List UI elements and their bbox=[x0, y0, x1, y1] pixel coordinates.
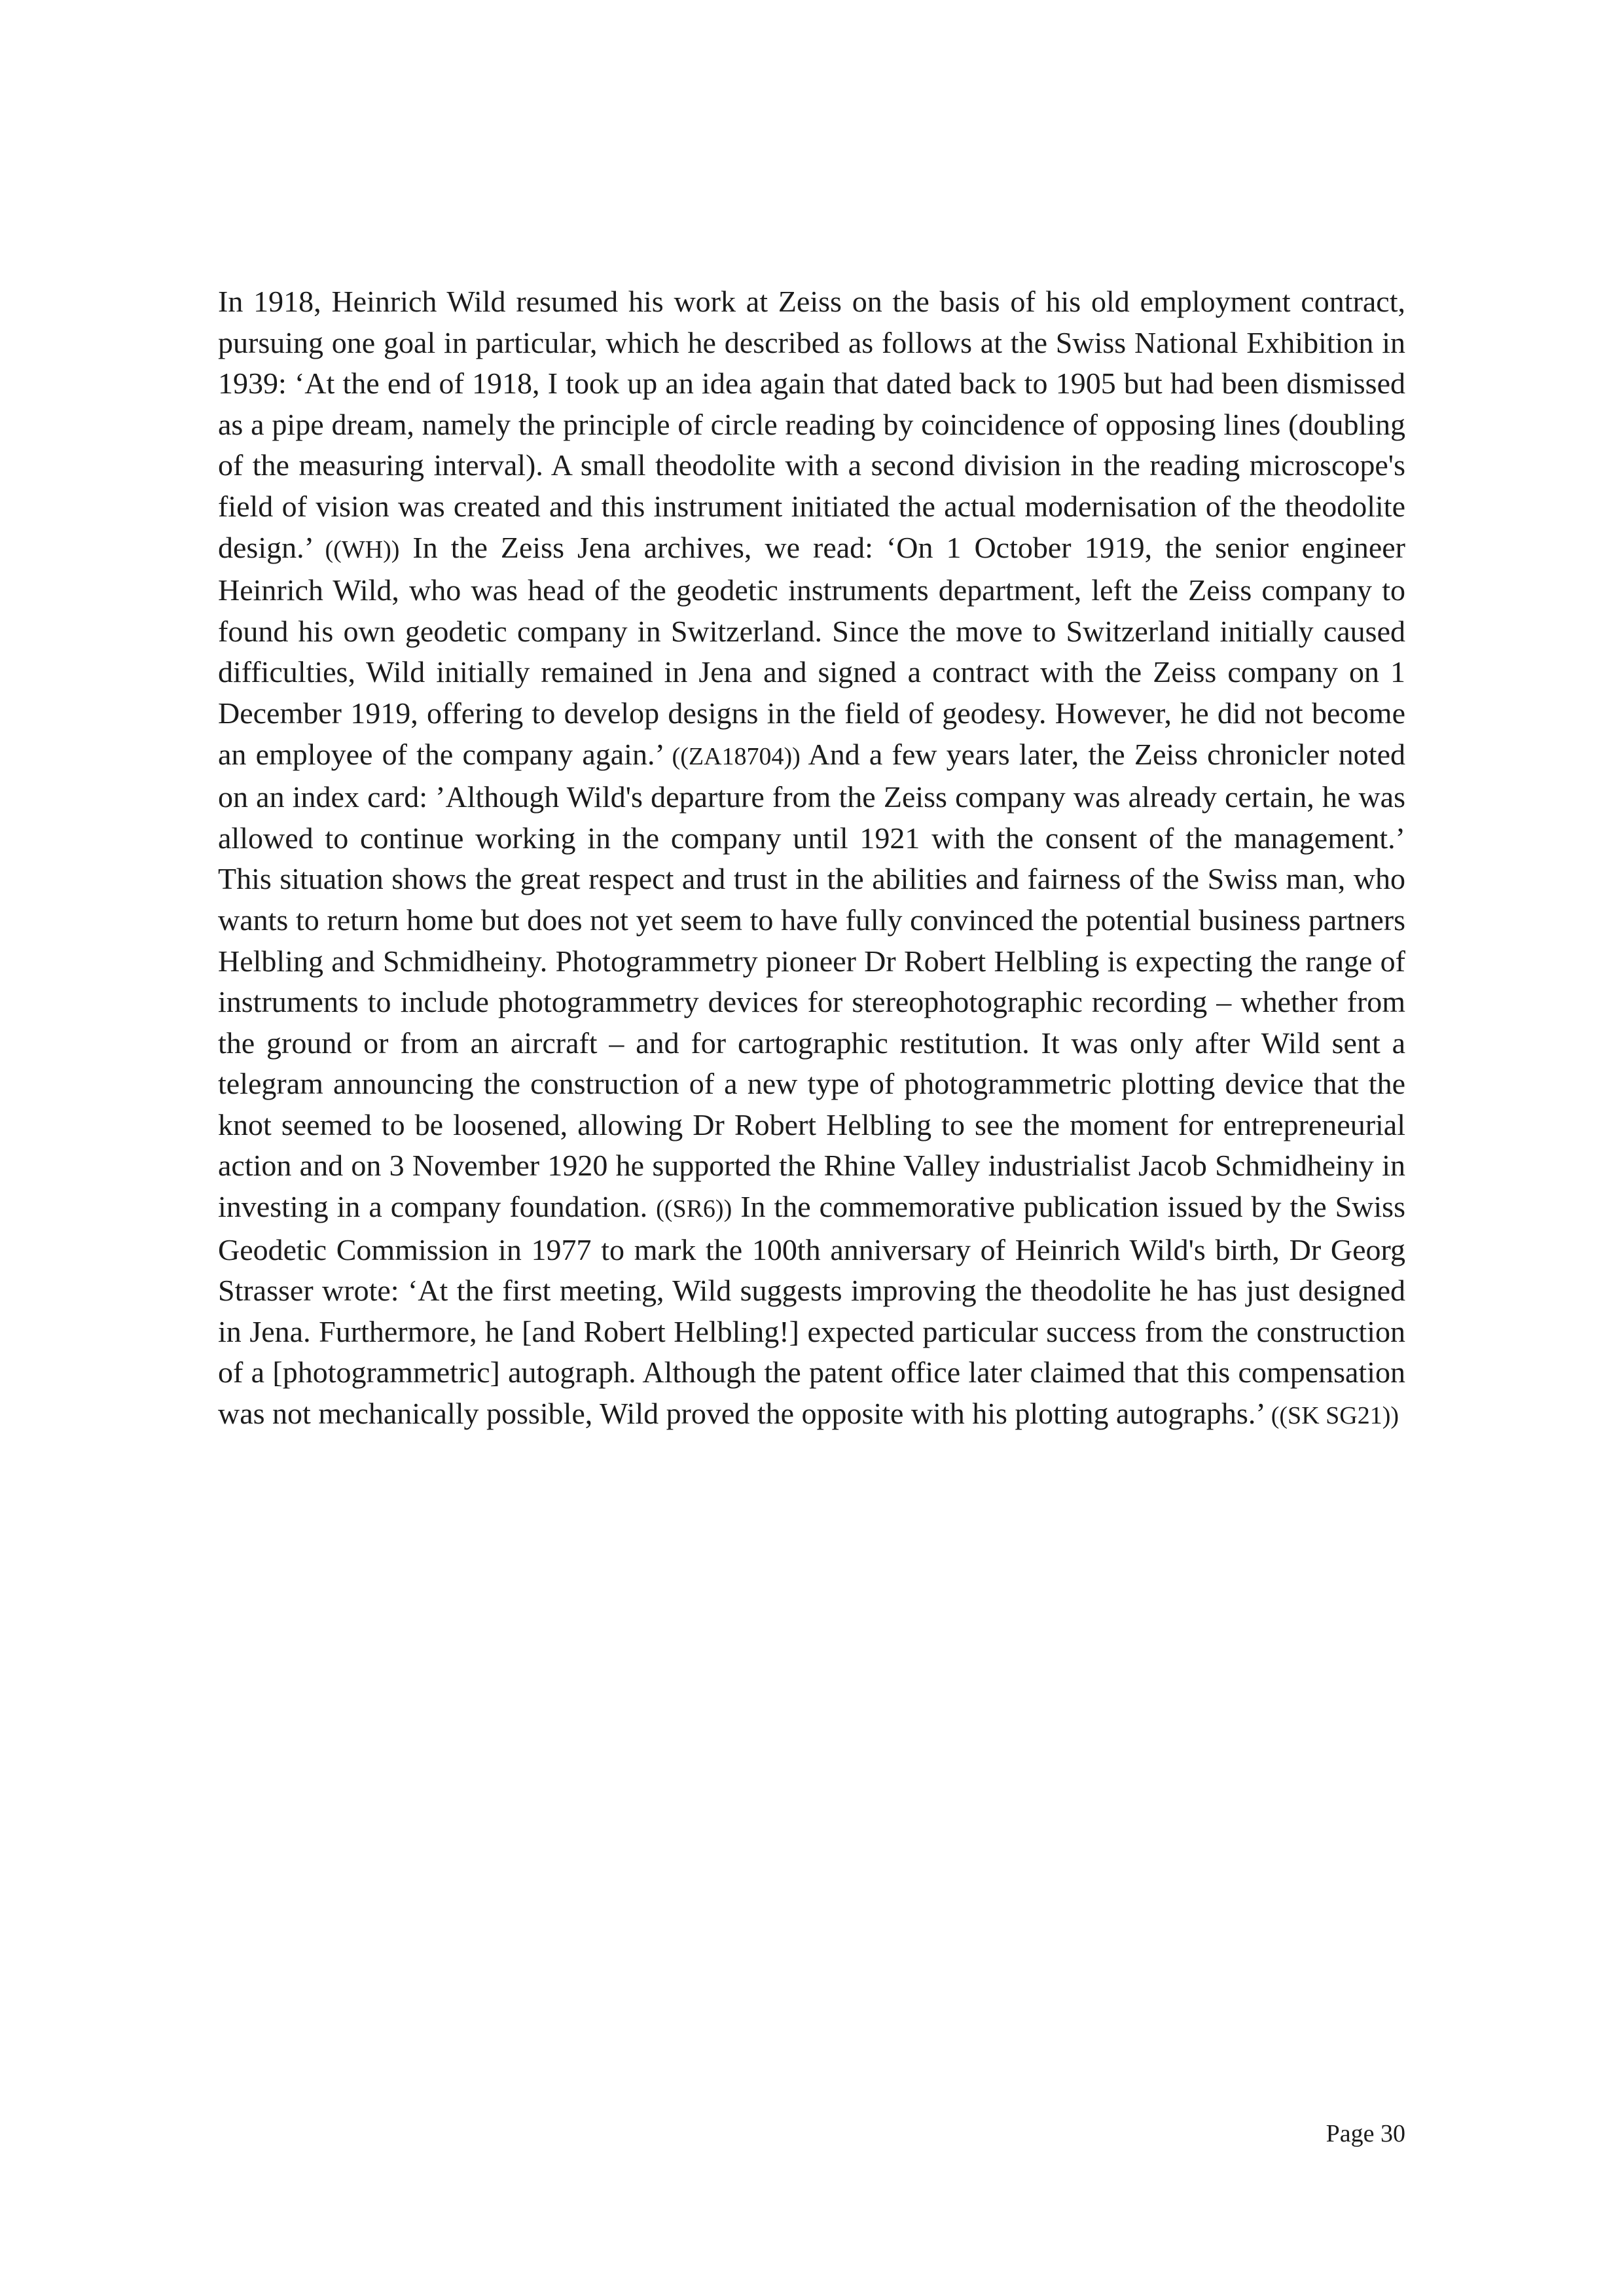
citation-marker-sr6: ((SR6)) bbox=[656, 1195, 732, 1223]
paragraph-text-run: And a few years later, the Zeiss chronicler noted on an index card: ’Although Wild's departure from the Zeiss company was already certain, he was allowed to continue working in the company until 1921 with the consent of the management.’ This situation shows the great respect and trust in the abilities and fairness of the Swiss man, who wants to return home but does not yet seem to have fully convinced the potential business partners Helbling and Schmidheiny. Photogrammetry pioneer Dr Robert Helbling is expecting the range of instruments to include photogrammetry devices for stereophotographic recording – whether from the ground or from an aircraft – and for cartographic restitution. It was only after Wild sent a telegram announcing the construction of a new type of photogrammetric plotting device that the knot seemed to be loosened, allowing Dr Robert Helbling to see the moment for entrepreneurial action and on 3 November 1920 he supported the Rhine Valley industrialist Jacob Schmidheiny in investing in a company foundation. bbox=[218, 737, 1405, 1224]
citation-marker-wh: ((WH)) bbox=[325, 535, 400, 564]
paragraph bbox=[218, 281, 1405, 1437]
citation-marker-za18704: ((ZA18704)) bbox=[672, 742, 801, 770]
paragraph-text-run: In the commemorative publication issued by the Swiss Geodetic Commission in 1977 to mark the 100th anniversary of Heinrich Wild's birth, Dr Georg Strasser wrote: ‘At the first meeting, Wild suggests improving the theodolite he has just designed in Jena. Furthermore, he [and Robert Helbling!] expected particular success from the construction of a [photogrammetric] autograph. Although the patent office later claimed that this compensation was not mechanically possible, Wild proved the opposite with his plotting autographs.’ bbox=[218, 1190, 1405, 1431]
paragraph-text-run: In the Zeiss Jena archives, we read: ‘On 1 October 1919, the senior engineer Heinrich Wild, who was head of the geodetic instruments department, left the Zeiss company to found his own geodetic company in Switzerland. Since the move to Switzerland initially caused difficulties, Wild initially remained in Jena and signed a contract with the Zeiss company on 1 December 1919, offering to develop designs in the field of geodesy. However, he did not become an employee of the company again.’ bbox=[218, 530, 1405, 771]
page-number: Page 30 bbox=[1326, 2120, 1405, 2147]
citation-marker-sksg21: ((SK SG21)) bbox=[1271, 1402, 1399, 1430]
paragraph-text-run: In 1918, Heinrich Wild resumed his work at Zeiss on the basis of his old employment contract, pursuing one goal in particular, which he described as follows at the Swiss National Exhibition in 1939: ‘At the end of 1918, I took up an idea again that dated back to 1905 but had been dismissed as a pipe dream, namely the principle of circle reading by coincidence of opposing lines (doubling of the measuring interval). A small theodolite with a second division in the reading microscope's field of vision was created and this instrument initiated the actual modernisation of the theodolite design.’ bbox=[218, 285, 1405, 564]
